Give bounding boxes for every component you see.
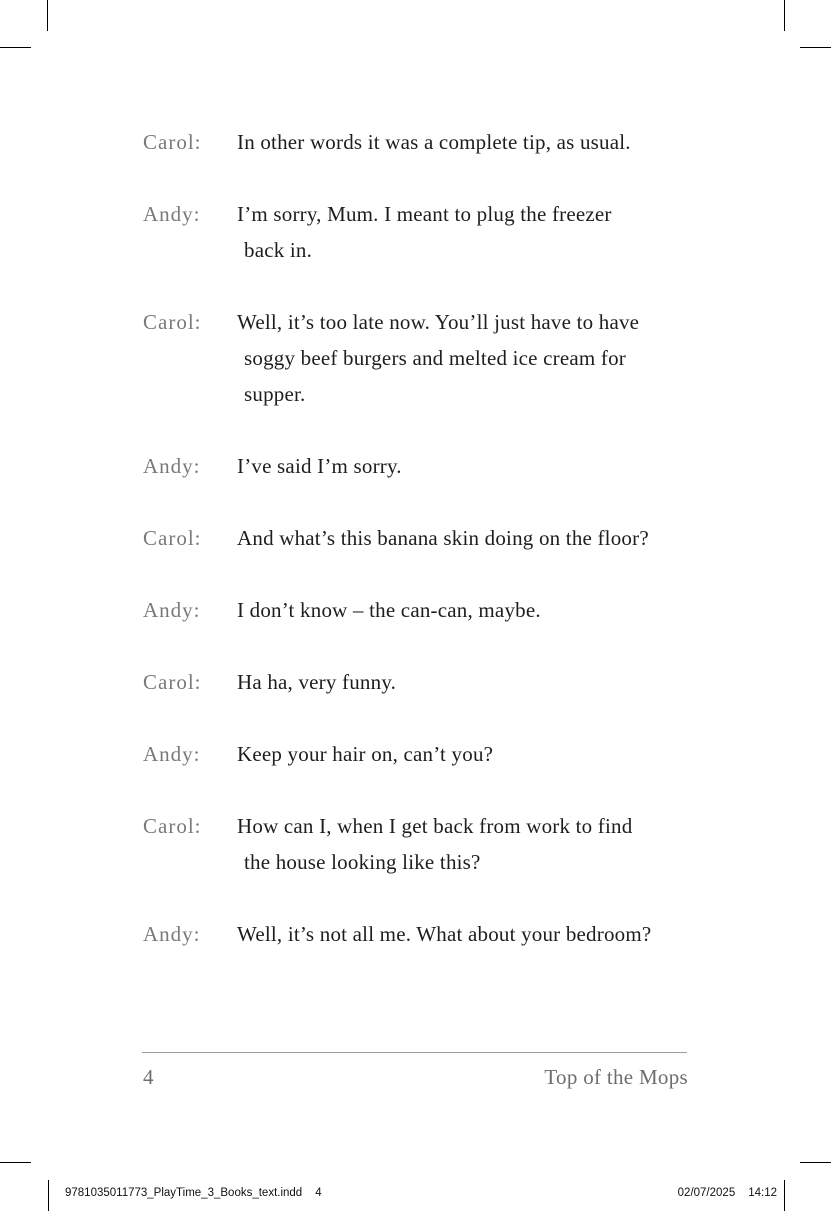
slug-page-number: 4 <box>315 1187 322 1199</box>
dialogue-text <box>237 916 689 952</box>
crop-mark-bottom-left-vertical <box>48 1180 49 1211</box>
dialogue-text <box>237 736 689 772</box>
speaker-label: Andy: <box>143 742 201 766</box>
dialogue-line: Ha ha, very funny. <box>237 670 397 694</box>
dialogue-line: soggy beef burgers and melted ice cream for <box>244 346 626 370</box>
slug-right <box>678 1186 777 1200</box>
crop-mark-top-left-horizontal <box>0 47 31 48</box>
crop-mark-bottom-right-vertical <box>784 1180 785 1211</box>
dialogue-line: Well, it’s not all me. What about your bedroom? <box>237 922 652 946</box>
dialogue-text <box>237 520 689 556</box>
dialogue-block <box>143 808 689 880</box>
dialogue-text <box>237 196 689 268</box>
dialogue-text <box>237 592 689 628</box>
dialogue-line: supper. <box>244 382 306 406</box>
slug-time: 14:12 <box>748 1187 777 1199</box>
dialogue-line: I don’t know – the can-can, maybe. <box>237 598 541 622</box>
running-title: Top of the Mops <box>544 1065 688 1089</box>
dialogue-block <box>143 304 689 412</box>
page-footer <box>143 1062 688 1092</box>
crop-mark-top-right-vertical <box>784 0 785 31</box>
dialogue-line: In other words it was a complete tip, as usual. <box>237 130 631 154</box>
speaker-label: Andy: <box>143 922 201 946</box>
dialogue-block <box>143 664 689 700</box>
dialogue-line: Keep your hair on, can’t you? <box>237 742 494 766</box>
speaker-label: Andy: <box>143 454 201 478</box>
slug-left <box>65 1186 322 1200</box>
dialogue-line: back in. <box>244 238 313 262</box>
speaker-label: Carol: <box>143 670 202 694</box>
crop-mark-bottom-left-horizontal <box>0 1162 31 1163</box>
dialogue-text <box>237 664 689 700</box>
dialogue-line: And what’s this banana skin doing on the floor? <box>237 526 649 550</box>
dialogue-line: I’ve said I’m sorry. <box>237 454 402 478</box>
dialogue-text <box>237 304 689 412</box>
dialogue-block <box>143 736 689 772</box>
dialogue-text <box>237 808 689 880</box>
dialogue-line: Well, it’s too late now. You’ll just have to have <box>237 310 640 334</box>
dialogue-block <box>143 592 689 628</box>
footer-rule <box>142 1052 687 1053</box>
crop-mark-bottom-right-horizontal <box>800 1162 831 1163</box>
dialogue-text <box>237 124 689 160</box>
crop-mark-top-left-vertical <box>47 0 48 31</box>
dialogue-block <box>143 448 689 484</box>
dialogue-line: I’m sorry, Mum. I meant to plug the freezer <box>237 202 612 226</box>
speaker-label: Carol: <box>143 310 202 334</box>
dialogue-block <box>143 520 689 556</box>
dialogue-block <box>143 124 689 160</box>
speaker-label: Andy: <box>143 598 201 622</box>
page-number: 4 <box>143 1065 154 1089</box>
slug-filename: 9781035011773_PlayTime_3_Books_text.indd <box>65 1187 303 1199</box>
speaker-label: Carol: <box>143 814 202 838</box>
dialogue-line: How can I, when I get back from work to find <box>237 814 633 838</box>
speaker-label: Andy: <box>143 202 201 226</box>
dialogue-line: the house looking like this? <box>244 850 481 874</box>
dialogue-block <box>143 916 689 952</box>
dialogue-block <box>143 196 689 268</box>
dialogue-text <box>237 448 689 484</box>
slug-date: 02/07/2025 <box>677 1187 736 1199</box>
speaker-label: Carol: <box>143 526 202 550</box>
speaker-label: Carol: <box>143 130 202 154</box>
crop-mark-top-right-horizontal <box>800 47 831 48</box>
play-script <box>143 124 689 952</box>
